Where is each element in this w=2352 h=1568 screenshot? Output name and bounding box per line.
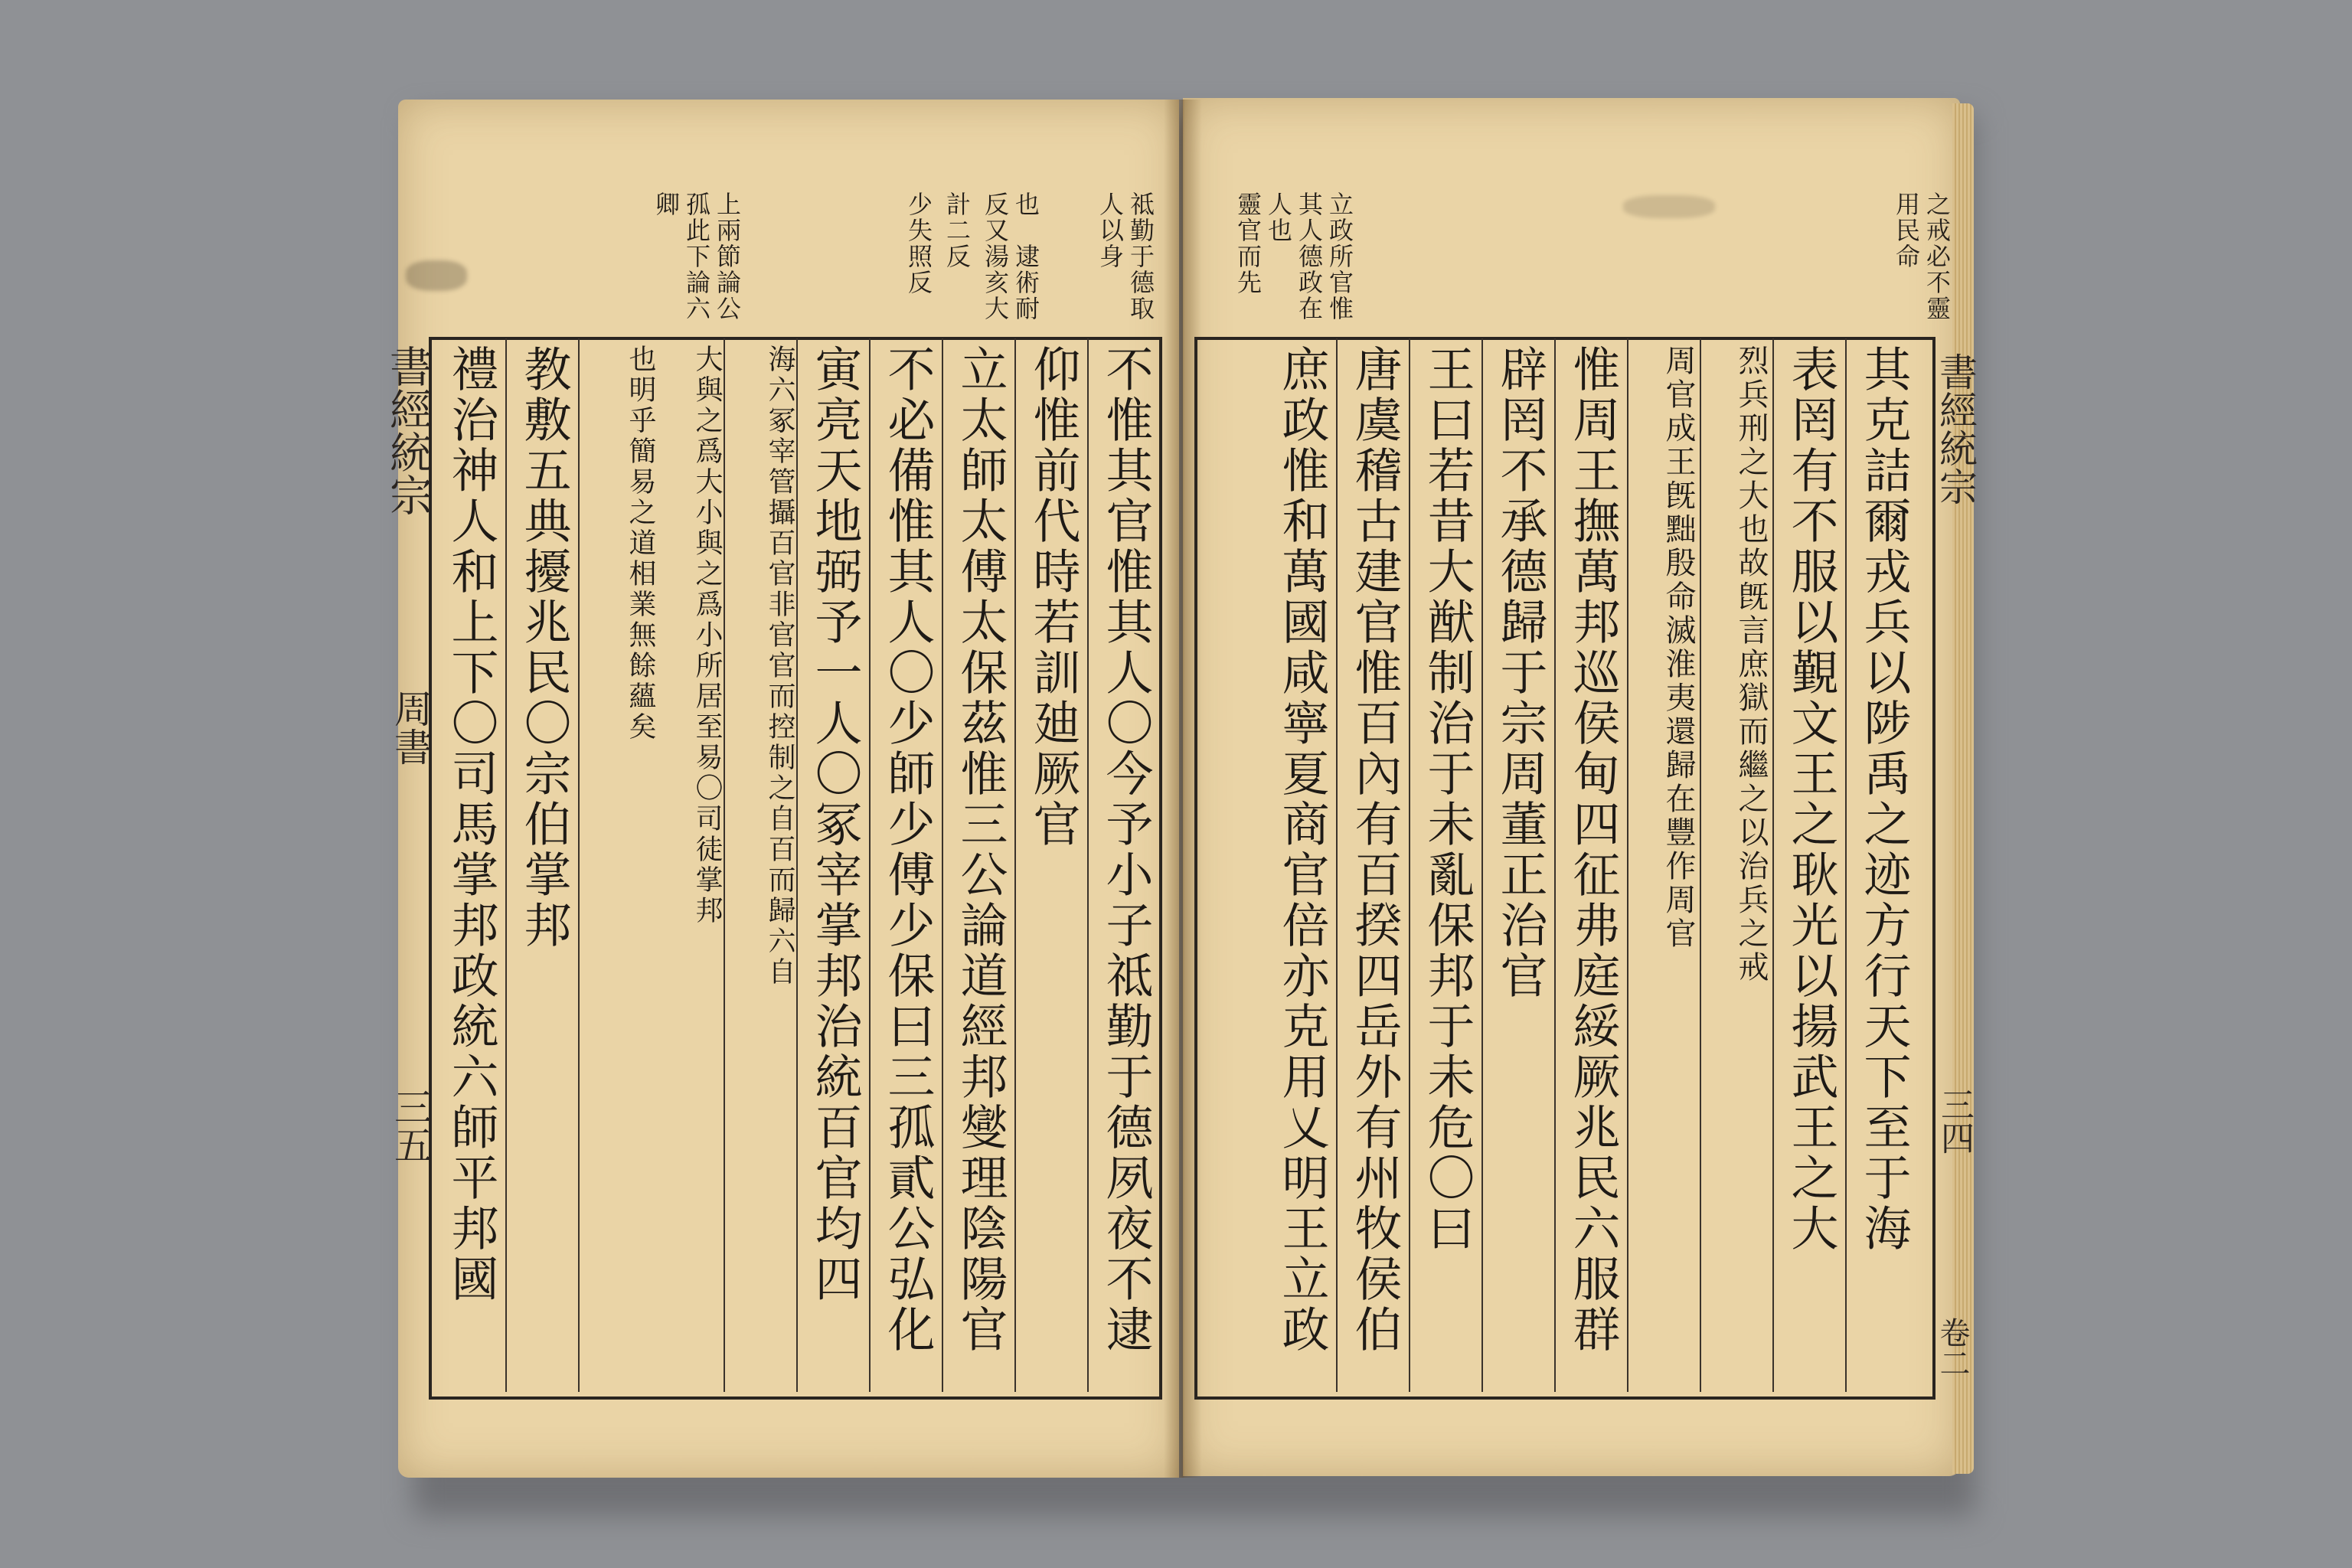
right-note-1: 之戒必不靈用民命	[1892, 191, 1952, 322]
right-margin-title: 書經統宗	[1933, 352, 1978, 505]
column-rule	[942, 338, 943, 1392]
left-col-7: 大與之爲大小與之爲小所居至易〇司徒掌邦	[691, 345, 723, 926]
page-edges	[1952, 103, 1974, 1474]
column-rule	[1087, 338, 1089, 1392]
right-note-3: 靈官而先	[1233, 191, 1263, 296]
column-rule	[1845, 338, 1847, 1392]
left-note-3: 計二反	[942, 191, 972, 270]
left-col-5: 寅亮天地弼予一人〇冢宰掌邦治統百官均四	[807, 345, 863, 1305]
column-rule	[1409, 338, 1410, 1392]
left-col-1: 不惟其官惟其人〇今予小子祗勤于德夙夜不逮	[1098, 345, 1154, 1355]
left-margin-section: 周書	[388, 689, 433, 766]
ink-smudge	[1623, 195, 1715, 218]
column-rule	[869, 338, 871, 1392]
left-margin-title: 書經統宗	[383, 345, 433, 516]
right-col-8: 唐虞稽古建官惟百內有百揆四岳外有州牧侯伯	[1347, 345, 1403, 1355]
ink-smudge	[406, 260, 467, 291]
right-margin-volume: 卷二	[1935, 1317, 1970, 1378]
column-rule	[1481, 338, 1483, 1392]
left-note-4: 少失照反	[904, 191, 933, 296]
left-col-6: 海六冢宰管攝百官非官官而控制之自百而歸六自	[764, 345, 795, 988]
right-col-3: 烈兵刑之大也故旣言庶獄而繼之以治兵之戒	[1733, 345, 1769, 985]
column-rule	[505, 338, 507, 1392]
column-rule	[1627, 338, 1628, 1392]
right-col-9: 庶政惟和萬國咸寧夏商官倍亦克用乂明王立政	[1274, 345, 1330, 1355]
left-note-5: 上兩節論公孤此下論六卿	[652, 191, 742, 322]
right-note-2: 立政所官惟其人德政在人也	[1264, 191, 1354, 322]
left-col-9: 教敷五典擾兆民〇宗伯掌邦	[516, 345, 572, 951]
left-margin-page: 三五	[388, 1087, 433, 1164]
column-rule	[578, 338, 580, 1392]
left-note-2: 也 逮術耐反又湯亥大	[981, 191, 1040, 322]
column-rule	[1336, 338, 1338, 1392]
right-col-7: 王曰若昔大猷制治于未亂保邦于未危〇曰	[1419, 345, 1475, 1254]
right-col-2: 表罔有不服以覲文王之耿光以揚武王之大	[1783, 345, 1839, 1254]
left-col-3: 立太師太傅太保茲惟三公論道經邦燮理陰陽官	[952, 345, 1008, 1355]
right-margin-page: 三四	[1935, 1087, 1974, 1155]
right-col-5: 惟周王撫萬邦巡侯甸四征弗庭綏厥兆民六服群	[1565, 345, 1621, 1355]
column-rule	[1554, 338, 1556, 1392]
left-note-1: 祗勤于德取人以身	[1096, 191, 1155, 322]
column-rule	[796, 338, 798, 1392]
left-col-2: 仰惟前代時若訓廸厥官	[1025, 345, 1081, 850]
left-col-4: 不必備惟其人〇少師少傅少保曰三孤貳公弘化	[880, 345, 936, 1355]
left-col-10: 禮治神人和上下〇司馬掌邦政統六師平邦國	[443, 345, 499, 1305]
column-rule	[1014, 338, 1016, 1392]
right-col-6: 辟罔不承德歸于宗周董正治官	[1492, 345, 1548, 1001]
right-col-4: 周官成王旣黜殷命滅淮夷還歸在豐作周官	[1661, 345, 1696, 951]
column-rule	[1772, 338, 1774, 1392]
left-col-8: 也明乎簡易之道相業無餘蘊矣	[625, 345, 656, 743]
right-col-1: 其克詰爾戎兵以陟禹之迹方行天下至于海	[1856, 345, 1912, 1254]
column-rule	[724, 338, 725, 1392]
column-rule	[1700, 338, 1701, 1392]
